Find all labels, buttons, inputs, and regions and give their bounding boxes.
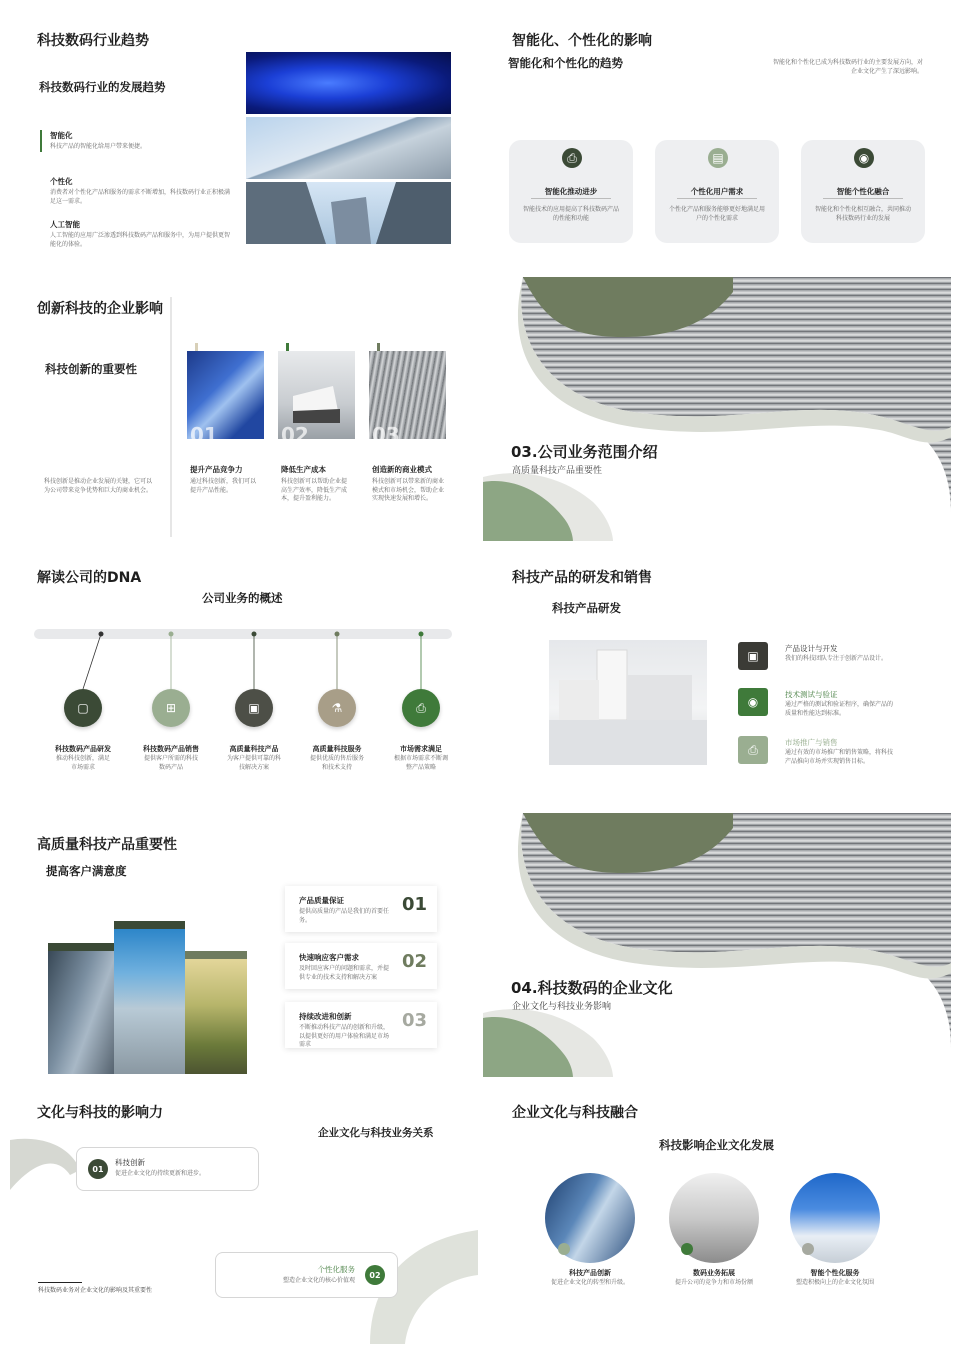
dna-desc: 为客户提供可靠的科技解决方案 [226, 755, 281, 771]
slide-7 [10, 813, 478, 1077]
slide-subtitle: 公司业务的概述 [202, 591, 283, 605]
slide-3 [10, 277, 478, 541]
trend-item [40, 219, 235, 249]
printer-icon: ⎙ [562, 148, 582, 168]
dna-label: 高质量科技服务 [312, 745, 362, 753]
slide-title: 创新科技的企业影响 [37, 301, 163, 317]
dna-desc: 推动科技创新，满足市场需求 [55, 755, 110, 771]
divider [170, 297, 172, 537]
footer-text: 科技数码业务对企业文化的影响及其重要性 [38, 1287, 153, 1294]
curve-overlay [483, 277, 951, 541]
trend-label: 智能化 [50, 131, 73, 140]
slide-10 [483, 1080, 951, 1344]
dna-label: 市场需求满足 [400, 745, 442, 753]
item-number: 03 [372, 423, 400, 447]
card-desc: 智能技术的应用提高了科技数码产品的性能和功能 [523, 206, 620, 222]
trend-desc: 消费者对个性化产品和服务的需求不断增加，科技数码行业正积极满足这一需求。 [50, 189, 231, 205]
slide-desc: 智能化和个性化已成为科技数码行业的主要发展方向，对企业文化产生了深远影响。 [773, 59, 924, 75]
quality-card [285, 943, 437, 989]
printer-icon: ⎙ [402, 689, 440, 727]
relation-desc: 塑造企业文化的核心价值观 [282, 1277, 355, 1284]
slide-2 [483, 10, 951, 274]
quality-number: 03 [401, 1010, 427, 1031]
footer-line [38, 1282, 82, 1283]
slide-subtitle: 科技产品研发 [552, 601, 621, 615]
slide-subtitle: 高质量科技产品重要性 [512, 466, 603, 476]
slide-title: 科技产品的研发和销售 [512, 570, 652, 586]
number-badge: 02 [365, 1265, 385, 1285]
item-desc: 科技创新可以帮助企业提高生产效率，降低生产成本，提升盈利能力。 [281, 478, 348, 503]
roof-sky-image [114, 921, 185, 1074]
target-icon: ◉ [854, 148, 874, 168]
slide-6 [483, 547, 951, 811]
fusion-label: 科技产品创新 [569, 1269, 611, 1277]
slide-subtitle: 企业文化与科技业务关系 [318, 1127, 434, 1139]
building-sky-image [246, 117, 451, 179]
quality-label: 快速响应客户需求 [299, 953, 359, 962]
dna-desc: 提供客户所需的科技数码产品 [143, 755, 198, 771]
quality-number: 02 [401, 951, 427, 972]
dot-accent [681, 1243, 693, 1255]
flask-icon: ⚗ [318, 689, 356, 727]
quality-desc: 不断推动科技产品的创新和升级，以提供更好的用户体验和满足市场需求 [299, 1024, 390, 1049]
slide-5 [10, 547, 478, 811]
slide-title: 企业文化与科技融合 [512, 1105, 638, 1121]
slide-title: 智能化、个性化的影响 [512, 33, 652, 49]
sitemap-icon: ⊞ [152, 689, 190, 727]
trend-item [40, 176, 235, 206]
quality-number: 01 [401, 894, 427, 915]
slide-subtitle: 提高客户满意度 [46, 864, 127, 878]
card-desc: 智能化和个性化相互融合，共同推动科技数码行业的发展 [815, 206, 912, 222]
divider [531, 198, 611, 199]
slide-title: 文化与科技的影响力 [37, 1105, 163, 1121]
target-icon: ◉ [738, 688, 768, 716]
image-icon: ▣ [738, 642, 768, 670]
white-architecture-image [549, 640, 707, 765]
item-label: 创造新的商业模式 [372, 465, 432, 474]
card-desc: 个性化产品和服务能够更好地满足用户的个性化需求 [669, 206, 766, 222]
item-desc: 通过科技创新，我们可以提升产品性能。 [190, 478, 257, 494]
rd-desc: 我们的科技团队专注于创新产品设计。 [785, 655, 888, 662]
trend-item [40, 130, 235, 152]
slide-subtitle: 智能化和个性化的趋势 [508, 56, 623, 70]
card [801, 140, 925, 243]
slide-title: 04.科技数码的企业文化 [511, 979, 673, 997]
divider [823, 198, 903, 199]
item-number: 01 [190, 423, 218, 447]
file-icon: ▢ [64, 689, 102, 727]
fusion-desc: 提升公司的竞争力和市场份额 [674, 1279, 753, 1286]
quality-card [285, 886, 437, 932]
slide-subtitle: 企业文化与科技业务影响 [512, 1002, 612, 1012]
glass-tower-image [48, 943, 118, 1074]
dna-desc: 提供优质的售后服务和技术支持 [309, 755, 364, 771]
quality-label: 产品质量保证 [299, 896, 344, 905]
card-label: 智能个性化融合 [836, 187, 890, 196]
architecture-shapes [549, 640, 707, 765]
dot-accent [558, 1243, 570, 1255]
decor-arcs [10, 1080, 478, 1344]
relation-desc: 促进企业文化的持续更新和进步。 [115, 1170, 206, 1177]
skyscraper-shapes [246, 182, 451, 244]
relation-label: 个性化服务 [317, 1265, 355, 1274]
relation-card [215, 1252, 398, 1298]
slide-title: 解读公司的DNA [37, 570, 142, 586]
slide-4 [483, 277, 951, 541]
quality-desc: 及时回应客户的问题和需求，并提供专业的技术支持和解决方案 [299, 965, 390, 981]
trend-desc: 人工智能的应用广泛渗透到科技数码产品和服务中，为用户提供更智能化的体验。 [50, 232, 231, 248]
card [509, 140, 633, 243]
dot-accent [802, 1243, 814, 1255]
clipboard-icon: ▤ [708, 148, 728, 168]
fusion-label: 智能个性化服务 [810, 1269, 860, 1277]
fusion-label: 数码业务拓展 [693, 1269, 735, 1277]
relation-card [76, 1147, 259, 1191]
slide-title: 科技数码行业趋势 [37, 33, 149, 49]
item-label: 提升产品竞争力 [190, 465, 243, 474]
divider [677, 198, 757, 199]
dna-label: 科技数码产品销售 [143, 745, 199, 753]
slide-subtitle: 科技数码行业的发展趋势 [39, 80, 166, 94]
number-badge: 01 [88, 1159, 108, 1179]
relation-label: 科技创新 [115, 1158, 145, 1167]
skyscrapers-image [246, 182, 451, 244]
item-label: 降低生产成本 [281, 465, 326, 474]
slide-subtitle: 科技影响企业文化发展 [659, 1138, 774, 1152]
curve-overlay [483, 813, 951, 1077]
trend-label: 人工智能 [50, 220, 80, 229]
rd-desc: 通过有效的市场推广和销售策略，将科技产品推向市场并实现销售目标。 [785, 749, 894, 765]
card-label: 个性化用户需求 [690, 187, 744, 196]
slide-subtitle: 科技创新的重要性 [45, 362, 137, 376]
trend-label: 个性化 [50, 177, 73, 186]
item-number: 02 [281, 423, 309, 447]
blue-abstract-image [246, 52, 451, 114]
fusion-desc: 促进企业文化的转型和升级。 [550, 1279, 629, 1286]
dna-label: 科技数码产品研发 [55, 745, 111, 753]
slide-desc: 科技创新是推动企业发展的关键，它可以为公司带来竞争优势和巨大的商业机会。 [44, 478, 153, 494]
slide-title: 高质量科技产品重要性 [37, 837, 177, 853]
image-icon: ▣ [235, 689, 273, 727]
rd-label: 市场推广与销售 [785, 738, 838, 747]
grass-glasses-image [185, 951, 247, 1074]
quality-card [285, 1002, 437, 1048]
rd-label: 技术测试与验证 [785, 690, 838, 699]
slide-8 [483, 813, 951, 1077]
slide-9 [10, 1080, 478, 1344]
quality-label: 持续改进和创新 [299, 1012, 352, 1021]
slide-title: 03.公司业务范围介绍 [511, 443, 658, 461]
card-label: 智能化推动进步 [544, 187, 598, 196]
printer-icon: ⎙ [738, 736, 768, 764]
quality-desc: 提供高质量的产品是我们的首要任务。 [299, 908, 390, 924]
fusion-desc: 塑造积极向上的企业文化氛围 [795, 1279, 874, 1286]
trend-desc: 科技产品的智能化给用户带来便捷。 [50, 143, 147, 150]
card [655, 140, 779, 243]
dna-label: 高质量科技产品 [229, 745, 279, 753]
rd-label: 产品设计与开发 [785, 644, 838, 653]
dna-desc: 根据市场需求不断调整产品策略 [393, 755, 448, 771]
rd-desc: 通过严格的测试和验证程序，确保产品的质量和性能达到标准。 [785, 701, 894, 717]
slide-1 [10, 10, 478, 274]
item-desc: 科技创新可以带来新的商业模式和市场机会，帮助企业实现快速发展和增长。 [372, 478, 445, 503]
